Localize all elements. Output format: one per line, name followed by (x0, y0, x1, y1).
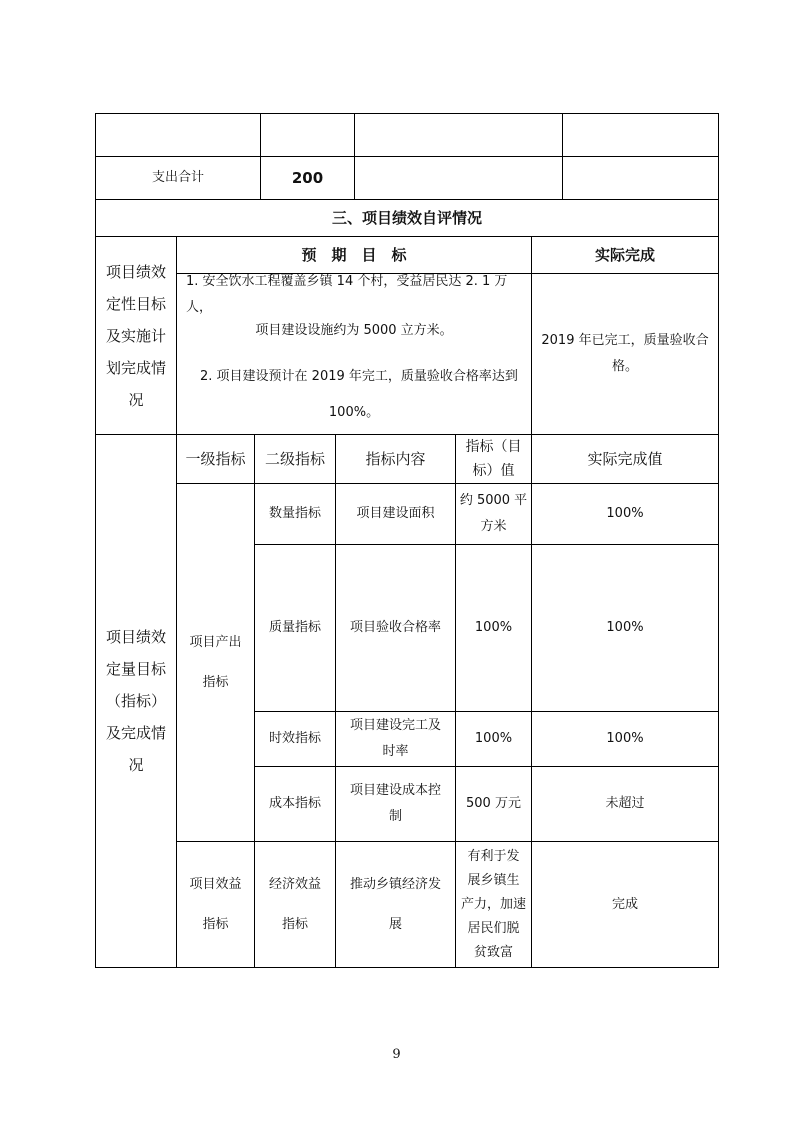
indicator-content: 项目建设完工及 时率 (349, 718, 441, 759)
expected-target-line: 项目建设设施约为 5000 立方米。 (255, 323, 453, 338)
expected-target-line: 100%。 (328, 405, 380, 420)
indicator-content: 项目验收合格率 (349, 620, 441, 635)
indicator-actual: 完成 (611, 896, 638, 912)
header-level1: 一级指标 (185, 450, 246, 468)
indicator-actual: 100% (606, 731, 644, 746)
expected-target-header: 预 期 目 标 (301, 246, 407, 264)
benefit-indicator-label: 项目效益 指标 (189, 876, 242, 932)
header-content: 指标内容 (365, 450, 426, 468)
indicator-level2: 经济效益 指标 (268, 876, 321, 932)
indicator-content: 项目建设成本控 制 (349, 783, 441, 824)
indicator-target: 约 5000 平 方米 (459, 493, 528, 534)
indicator-level2: 数量指标 (268, 506, 321, 521)
header-target: 指标（目 标）值 (465, 439, 522, 479)
indicator-actual: 未超过 (605, 796, 645, 811)
indicator-target: 100% (474, 731, 513, 746)
indicator-content: 项目建设面积 (356, 506, 435, 521)
indicator-actual: 100% (606, 620, 644, 635)
actual-completion-text: 2019 年已完工，质量验收合 格。 (541, 333, 709, 374)
indicator-target: 100% (474, 620, 513, 635)
budget-total-label: 支出合计 (151, 170, 204, 185)
page-number: 9 (392, 1047, 401, 1062)
indicator-level2: 质量指标 (268, 620, 321, 635)
indicator-level2: 成本指标 (268, 796, 321, 811)
indicator-content: 推动乡镇经济发 展 (349, 876, 441, 932)
section-title: 三、项目绩效自评情况 (331, 209, 482, 227)
header-level2: 二级指标 (264, 450, 325, 468)
budget-total-value: 200 (291, 169, 324, 187)
actual-completion-header: 实际完成 (594, 246, 655, 264)
indicator-target: 有利于发 展乡镇生 产力，加速 居民们脱 贫致富 (460, 848, 526, 960)
indicator-level2: 时效指标 (268, 731, 321, 746)
indicator-target: 500 万元 (466, 796, 521, 811)
indicator-actual: 100% (606, 506, 644, 521)
expected-target-line: 2. 项目建设预计在 2019 年完工，质量验收合格率达到 (200, 369, 518, 384)
output-indicator-label: 项目产出 指标 (189, 634, 242, 690)
performance-table (95, 113, 719, 968)
qualitative-label: 项目绩效 定性目标 及实施计 划完成情 况 (105, 262, 166, 409)
expected-target-line: 1. 安全饮水工程覆盖乡镇 14 个村，受益居民达 2. 1 万人， (186, 274, 508, 315)
header-actual: 实际完成值 (587, 450, 663, 468)
quantitative-label: 项目绩效 定量目标 （指标） 及完成情 况 (105, 628, 166, 774)
